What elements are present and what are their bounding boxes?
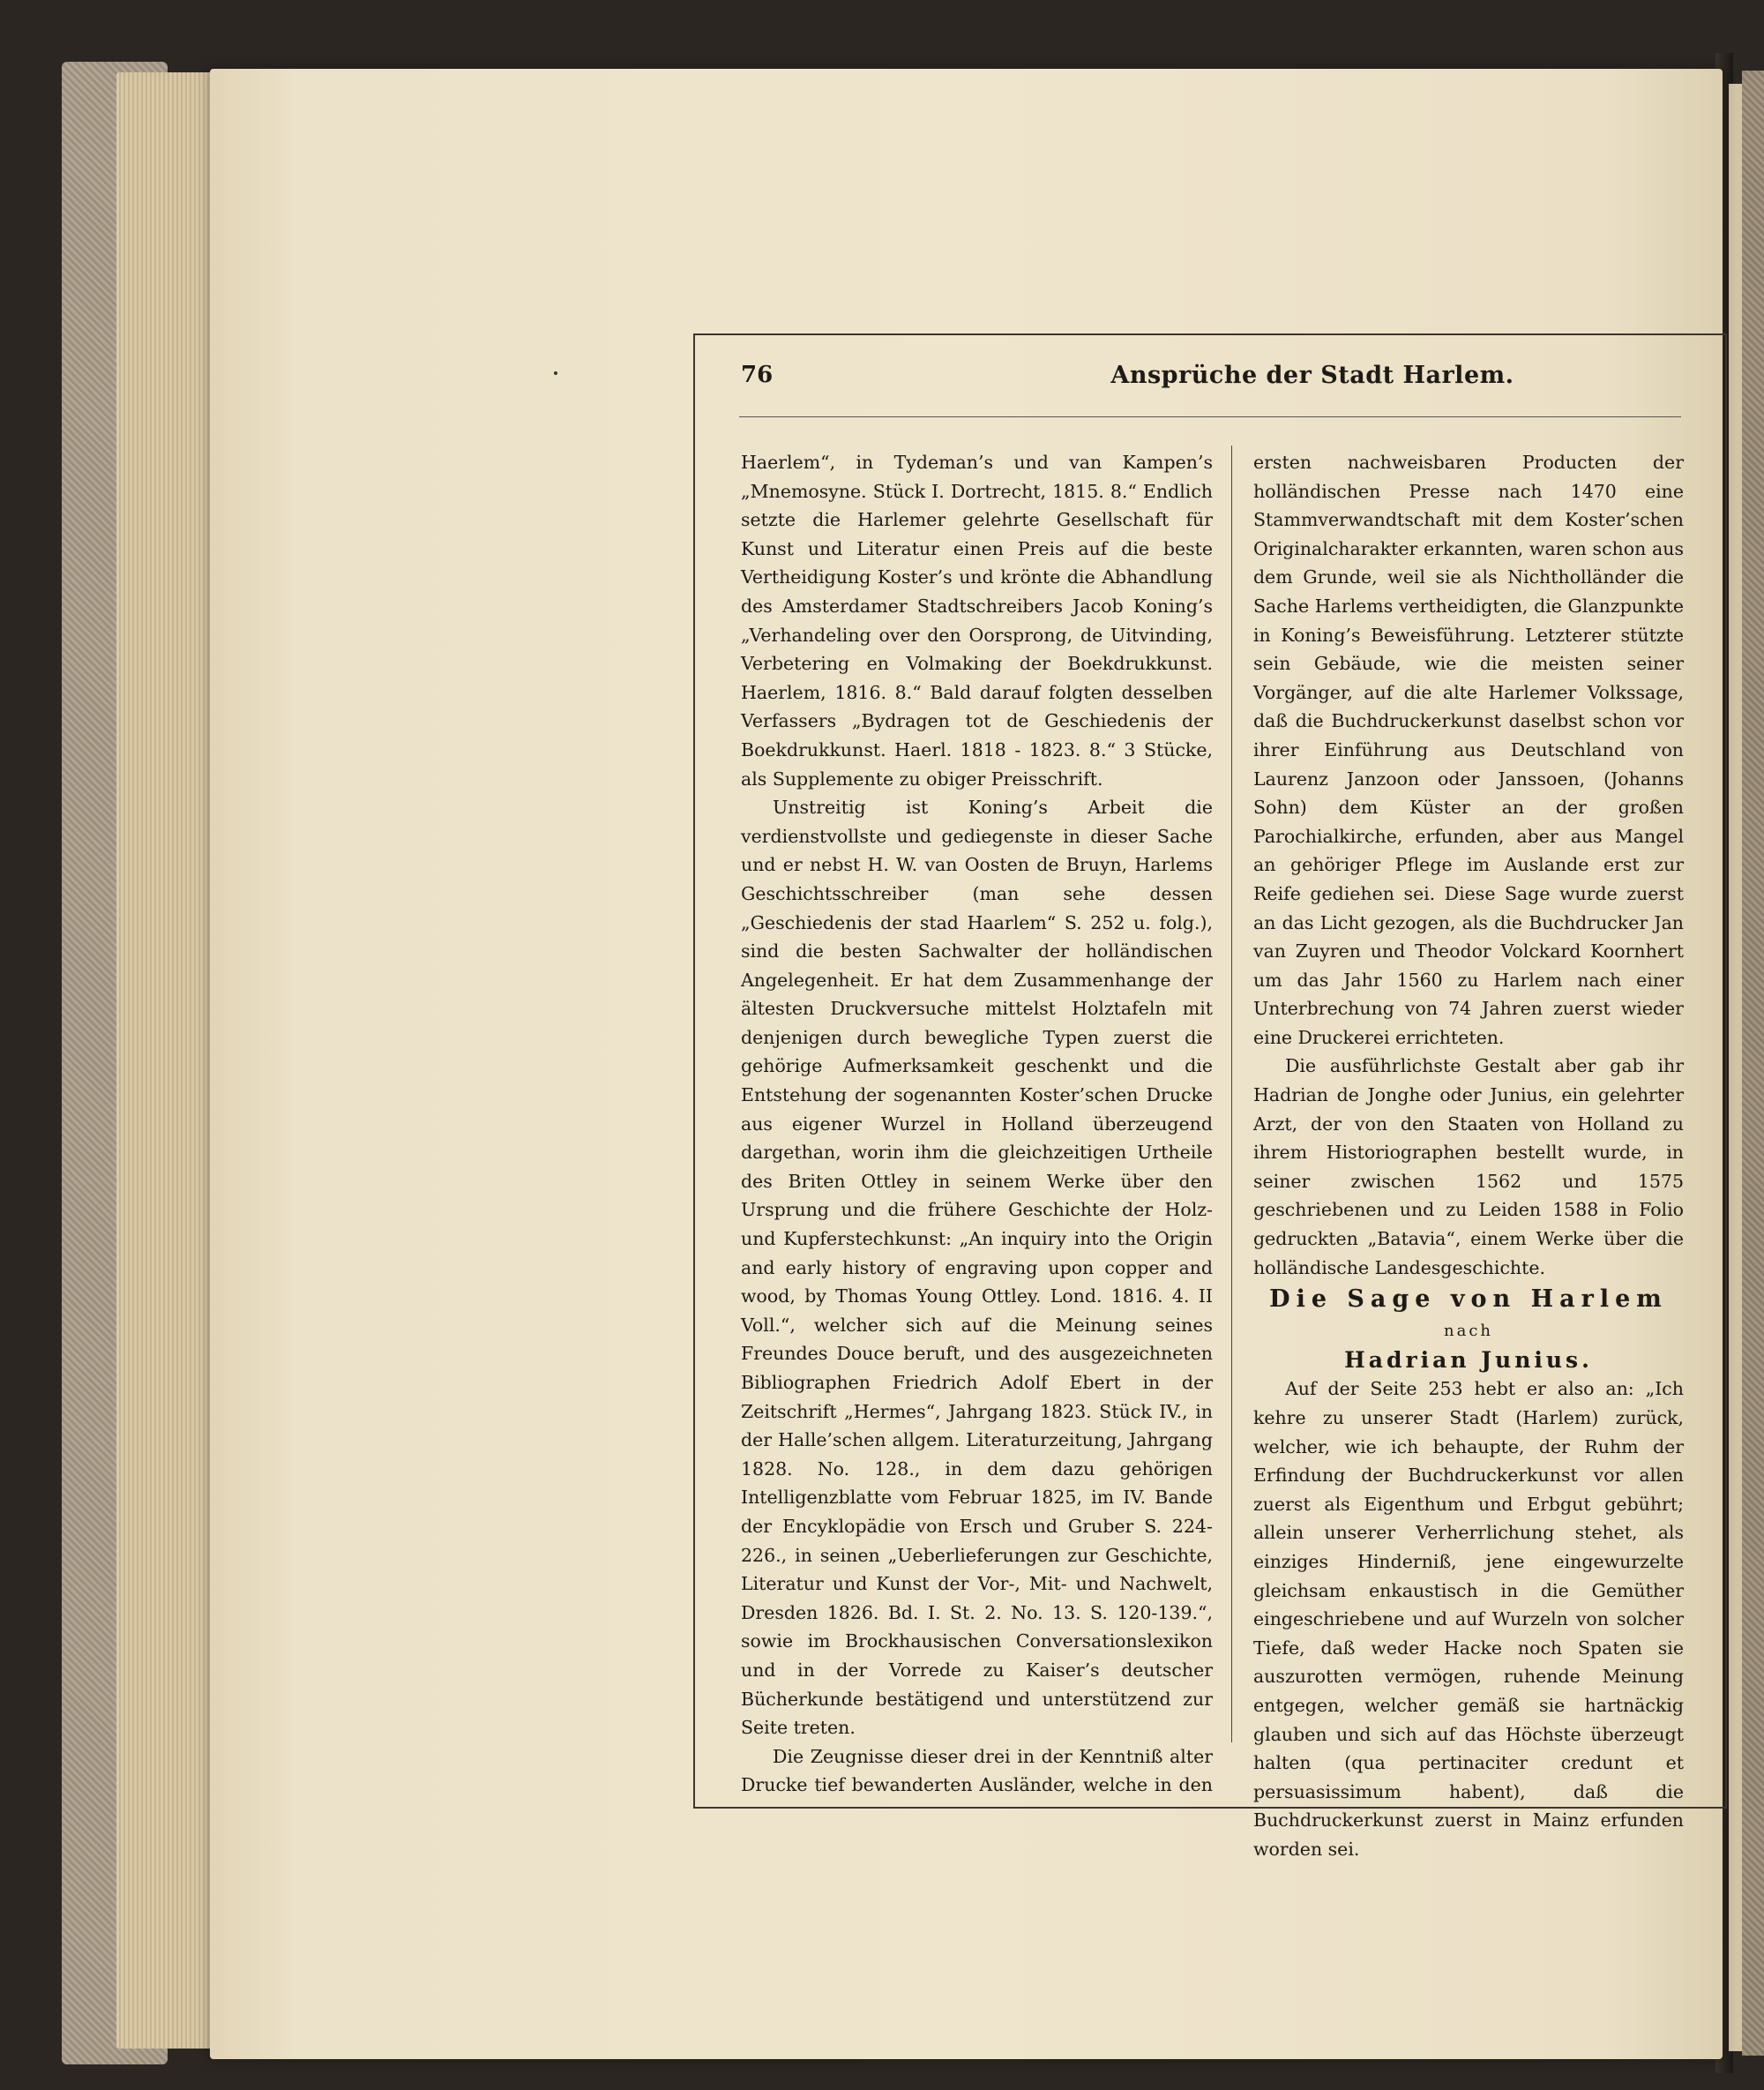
text-frame [693,333,1727,1860]
section-subtitle-nach: nach [1444,1322,1493,1341]
right-paragraph-2: Die ausführlichste Gestalt aber gab ihr Hadrian de Jonghe oder Junius, ein gelehrter Arzt, der von den Staaten von Holland zu ihrem Historiographen bestellt wurde, in seiner zwischen 1562 und 1575 geschriebenen und zu Leiden 1588 in Folio gedruckten „Batavia“, einem Werke über die holländische Landesgeschichte. [1253,1055,1684,1278]
right-paragraph-1: ersten nachweisbaren Producten der holländischen Presse nach 1470 eine Stammverwandtschaft mit dem Koster’schen Originalcharakter erkannten, waren schon aus dem Grunde, weil sie als Nichtholländer die Sache Harlems vertheidigten, die Glanzpunkte in Koning’s Beweisführung. Letzterer stützte sein Gebäude, wie die meisten seiner Vorgänger, auf die alte Harlemer Volkssage, daß die Buchdruckerkunst daselbst schon vor ihrer Einführung aus Deutschland von Laurenz Janzoon oder Janssoen, (Johanns Sohn) dem Küster an der großen Parochialkirche, erfunden, aber aus Mangel an gehöriger Pflege im Auslande erst zur Reife gediehen sei. Diese Sage wurde zuerst an das Licht gezogen, als die Buchdrucker Jan van Zuyren und Theodor Volckard Koornhert um das Jahr 1560 zu Harlem nach einer Unterbrechung von 74 Jahren zuerst wieder eine Druckerei errichteten. [1253,452,1684,1048]
page-number: 76 [741,362,774,388]
ink-speck [554,371,557,375]
left-paragraph-2: Unstreitig ist Koning’s Arbeit die verdienstvollste und gediegenste in dieser Sache und er nebst H. W. van Oosten de Bruyn, Harlems Geschichtsschreiber (man sehe dessen „Geschiedenis der stad Haarlem“ S. 252 u. folg.), sind die besten Sachwalter der holländischen Angelegenheit. Er hat dem Zusammenhange der ältesten Druckversuche mittelst Holztafeln mit denjenigen durch bewegliche Typen zuerst die gehörige Aufmerksamkeit geschenkt und die Entstehung der sogenannten Koster’schen Drucke aus eigener Wurzel in Holland überzeugend dargethan, worin ihm die gleichzeitigen Urtheile des Briten Ottley in seinem Werke über den Ursprung und die frühere Geschichte der Holz- und Kupferstechkunst: „An inquiry into the Origin and early history of engraving upon copper and wood, by Thomas Young Ottley. Lond. 1816. 4. II Voll.“, welcher sich auf die Meinung seines Freundes Douce beruft, und des ausgezeichneten Bibliographen Friedrich Adolf Ebert in der Zeitschrift „Hermes“, Jahrgang 1823. Stück IV., in der Halle’schen allgem. Literaturzeitung, Jahrgang 1828. No. 128., in dem dazu gehörigen Intelligenzblatte vom Februar 1825, im IV. Bande der Encyklopädie von Ersch und Gruber S. 224-226., in seinen „Ueberlieferungen zur Geschichte, Literatur und Kunst der Vor-, Mit- und Nachwelt, Dresden 1826. Bd. I. St. 2. No. 13. S. 120-139.“, sowie im Brockhausischen Conversationslexikon und in der Vorrede zu Kaiser’s deutscher Bücherkunde bestätigend und unterstützend zur Seite treten. [741,797,1213,1739]
right-paragraph-3: Auf der Seite 253 hebt er also an: „Ich kehre zu unserer Stadt (Harlem) zurück, welcher, wie ich behaupte, der Ruhm der Erfindung der Buchdruckerkunst vor allen zuerst als Eigenthum und Erbgut gebührt; allein unserer Verherrlichung stehet, als einziges Hinderniß, jene eingewurzelte gleichsam enkaustisch in die Gemüther eingeschriebene und auf Wurzeln von solcher Tiefe, daß weder Hacke noch Spaten sie auszurotten vermögen, ruhende Meinung entgegen, welcher gemäß sie hartnäckig glauben und sich auf das Höchste überzeugt halten (qua pertinaciter credunt et persuasissimum habent), daß die Buchdruckerkunst zuerst in Mainz erfunden worden sei. [1253,1378,1684,1860]
section-heading-block [1253,1282,1684,1375]
right-column [1253,448,1684,1864]
left-paragraph-3: Die Zeugnisse dieser drei in der Kenntniß alter Drucke tief bewanderten Ausländer, welche in den [741,1745,1213,1796]
book-page [210,69,1723,2059]
column-divider [1231,446,1232,1742]
running-head: Ansprüche der Stadt Harlem. [1110,362,1514,389]
book-cover-right [1742,71,1764,2056]
left-paragraph-1: Haerlem“, in Tydeman’s und van Kampen’s „Mnemosyne. Stück I. Dortrecht, 1815. 8.“ Endlich setzte die Harlemer gelehrte Gesellschaft für Kunst und Literatur einen Preis auf die beste Vertheidigung Koster’s und krönte die Abhandlung des Amsterdamer Stadtschreibers Jacob Koning’s „Verhandeling over den Oorsprong, de Uitvinding, Verbetering en Volmaking der Boekdrukkunst. Haerlem, 1816. 8.“ Bald darauf folgten desselben Verfassers „Bydragen tot de Geschiedenis der Boekdrukkunst. Haerl. 1818 - 1823. 8.“ 3 Stücke, als Supplemente zu obiger Preisschrift. [741,452,1213,790]
header-rule [739,416,1681,417]
section-author: Hadrian Junius. [1344,1346,1593,1373]
section-title: Die Sage von Harlem [1269,1285,1668,1314]
left-column [741,448,1213,1800]
page-edges [116,72,222,2049]
